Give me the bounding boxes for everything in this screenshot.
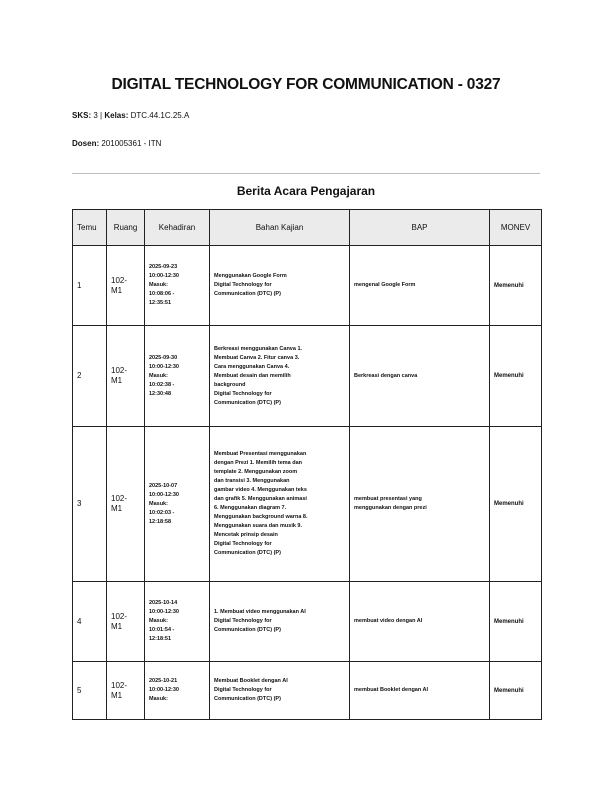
cell-line: 10:01:54 - [149, 627, 175, 633]
table-row [73, 427, 542, 582]
cell-monev: Memenuhi [490, 326, 542, 427]
page-title: DIGITAL TECHNOLOGY FOR COMMUNICATION - 0327 [111, 76, 501, 93]
cell-line: 10:02:38 - [149, 381, 175, 388]
cell-line: membuat video dengan AI [354, 618, 423, 624]
cell-bap [350, 246, 490, 326]
cell-line: mengenal Google Form [354, 282, 416, 288]
cell-line: 102- [111, 494, 128, 503]
cell-line: Masuk: [149, 696, 168, 702]
cell-kehadiran [145, 582, 210, 662]
cell-line: Masuk: [149, 372, 168, 379]
cell-line: Digital Technology for [214, 687, 272, 693]
cell-monev: Memenuhi [490, 582, 542, 662]
table-row [73, 326, 542, 427]
cell-monev: Memenuhi [490, 427, 542, 582]
cell-line: 1. Membuat video menggunakan AI [214, 609, 306, 615]
cell-bap [350, 582, 490, 662]
cell-ruang [107, 246, 145, 326]
cell-line: 2025-09-23 [149, 264, 178, 270]
cell-line: Membuat Booklet dengan AI [214, 678, 288, 684]
cell-line: gambar video 4. Menggunakan teks [214, 487, 307, 493]
cell-line: Membuat Presentasi menggunakan [214, 451, 307, 457]
cell-line: template 2. Menggunakan zoom [214, 469, 298, 475]
cell-kehadiran [145, 662, 210, 720]
header-temu: Temu [73, 210, 107, 246]
cell-line: 12:30:48 [149, 390, 172, 397]
header-monev: MONEV [490, 210, 542, 246]
cell-line: 10:00-12:30 [149, 273, 179, 279]
cell-line: M1 [111, 285, 123, 295]
cell-line: 102- [111, 680, 128, 690]
cell-line: background [214, 381, 246, 388]
cell-ruang [107, 326, 145, 427]
cell-line: dengan Prezi 1. Memilih tema dan [214, 460, 303, 466]
cell-monev: Memenuhi [490, 246, 542, 326]
cell-line: M1 [111, 376, 123, 385]
cell-temu: 5 [73, 662, 107, 720]
cell-line: 2025-10-14 [149, 600, 178, 606]
cell-line: 10:02:03 - [149, 509, 175, 516]
cell-line: Masuk: [149, 618, 168, 624]
cell-bahan-kajian [210, 427, 350, 582]
header-kehadiran: Kehadiran [145, 210, 210, 246]
cell-line: 102- [111, 611, 128, 621]
teaching-record-table [72, 209, 542, 720]
cell-bahan-kajian [210, 662, 350, 720]
cell-line: membuat Booklet dengan AI [354, 687, 429, 693]
cell-line: 10:00-12:30 [149, 609, 179, 615]
cell-line: 102- [111, 275, 128, 285]
cell-bahan-kajian [210, 582, 350, 662]
cell-line: 12:18:58 [149, 518, 172, 525]
cell-kehadiran [145, 246, 210, 326]
cell-line: 102- [111, 366, 128, 375]
cell-line: 12:18:51 [149, 636, 172, 642]
cell-line: Communication (DTC) (P) [214, 399, 281, 406]
cell-temu: 2 [73, 326, 107, 427]
cell-line: Membuat desain dan memilih [214, 372, 291, 379]
cell-line: Digital Technology for [214, 390, 272, 397]
table-body [73, 246, 542, 720]
cell-line: menggunakan dengan prezi [354, 505, 427, 511]
cell-line: Menggunakan background warna 8. [214, 514, 308, 520]
sks-label: SKS: [72, 111, 92, 120]
cell-temu: 1 [73, 246, 107, 326]
cell-line: Mencetak prinsip desain [214, 532, 278, 538]
sks-value: 3 | [93, 111, 103, 120]
section-title: Berita Acara Pengajaran [236, 184, 376, 198]
cell-line: 2025-10-21 [149, 678, 178, 684]
cell-line: Communication (DTC) (P) [214, 550, 281, 556]
cell-line: 2025-10-07 [149, 482, 178, 489]
kelas-value: DTC.44.1C.25.A [130, 111, 190, 120]
cell-line: 10:00-12:30 [149, 491, 179, 498]
cell-kehadiran [145, 326, 210, 427]
table-header-row [73, 210, 542, 246]
cell-temu: 3 [73, 427, 107, 582]
cell-line: 2025-09-30 [149, 354, 178, 361]
table-row [73, 662, 542, 720]
cell-bap [350, 326, 490, 427]
table-row [73, 246, 542, 326]
cell-line: Membuat Canva 2. Fitur canva 3. [214, 354, 300, 361]
table-row [73, 582, 542, 662]
cell-line: Communication (DTC) (P) [214, 291, 281, 297]
cell-line: dan grafik 5. Menggunakan animasi [214, 496, 307, 502]
cell-line: Masuk: [149, 282, 168, 288]
cell-line: M1 [111, 621, 123, 631]
cell-ruang [107, 582, 145, 662]
cell-line: 10:00-12:30 [149, 363, 179, 370]
dosen-value: 201005361 - ITN [101, 139, 162, 148]
cell-monev: Memenuhi [490, 662, 542, 720]
cell-ruang [107, 427, 145, 582]
cell-line: Communication (DTC) (P) [214, 627, 281, 633]
cell-line: M1 [111, 690, 123, 700]
kelas-label: Kelas: [104, 111, 129, 120]
cell-line: Berkreasi dengan canva [354, 372, 418, 379]
lecturer-meta [72, 139, 161, 148]
cell-line: Menggunakan suara dan musik 9. [214, 523, 303, 529]
cell-line: 10:08:06 - [149, 291, 175, 297]
divider [72, 173, 540, 174]
cell-line: Communication (DTC) (P) [214, 696, 281, 702]
cell-bahan-kajian [210, 326, 350, 427]
cell-line: Masuk: [149, 500, 168, 507]
cell-line: membuat presentasi yang [354, 496, 422, 502]
cell-line: M1 [111, 504, 123, 513]
cell-line: Cara menggunakan Canva 4. [214, 363, 290, 370]
cell-line: Menggunakan Google Form [214, 273, 287, 279]
header-bap: BAP [350, 210, 490, 246]
cell-line: dan transisi 3. Menggunakan [214, 478, 290, 484]
cell-ruang [107, 662, 145, 720]
cell-line: Digital Technology for [214, 618, 272, 624]
cell-bap [350, 427, 490, 582]
header-bahan-kajian: Bahan Kajian [210, 210, 350, 246]
cell-line: 10:00-12:30 [149, 687, 179, 693]
course-meta [72, 111, 189, 120]
cell-line: Digital Technology for [214, 541, 272, 547]
cell-line: Digital Technology for [214, 282, 272, 288]
dosen-label: Dosen: [72, 139, 100, 148]
cell-bap [350, 662, 490, 720]
cell-line: 12:35:51 [149, 300, 172, 306]
cell-temu: 4 [73, 582, 107, 662]
cell-bahan-kajian [210, 246, 350, 326]
header-ruang: Ruang [107, 210, 145, 246]
cell-kehadiran [145, 427, 210, 582]
cell-line: Berkreasi menggunakan Canva 1. [214, 345, 303, 352]
cell-line: 6. Menggunakan diagram 7. [214, 505, 287, 511]
